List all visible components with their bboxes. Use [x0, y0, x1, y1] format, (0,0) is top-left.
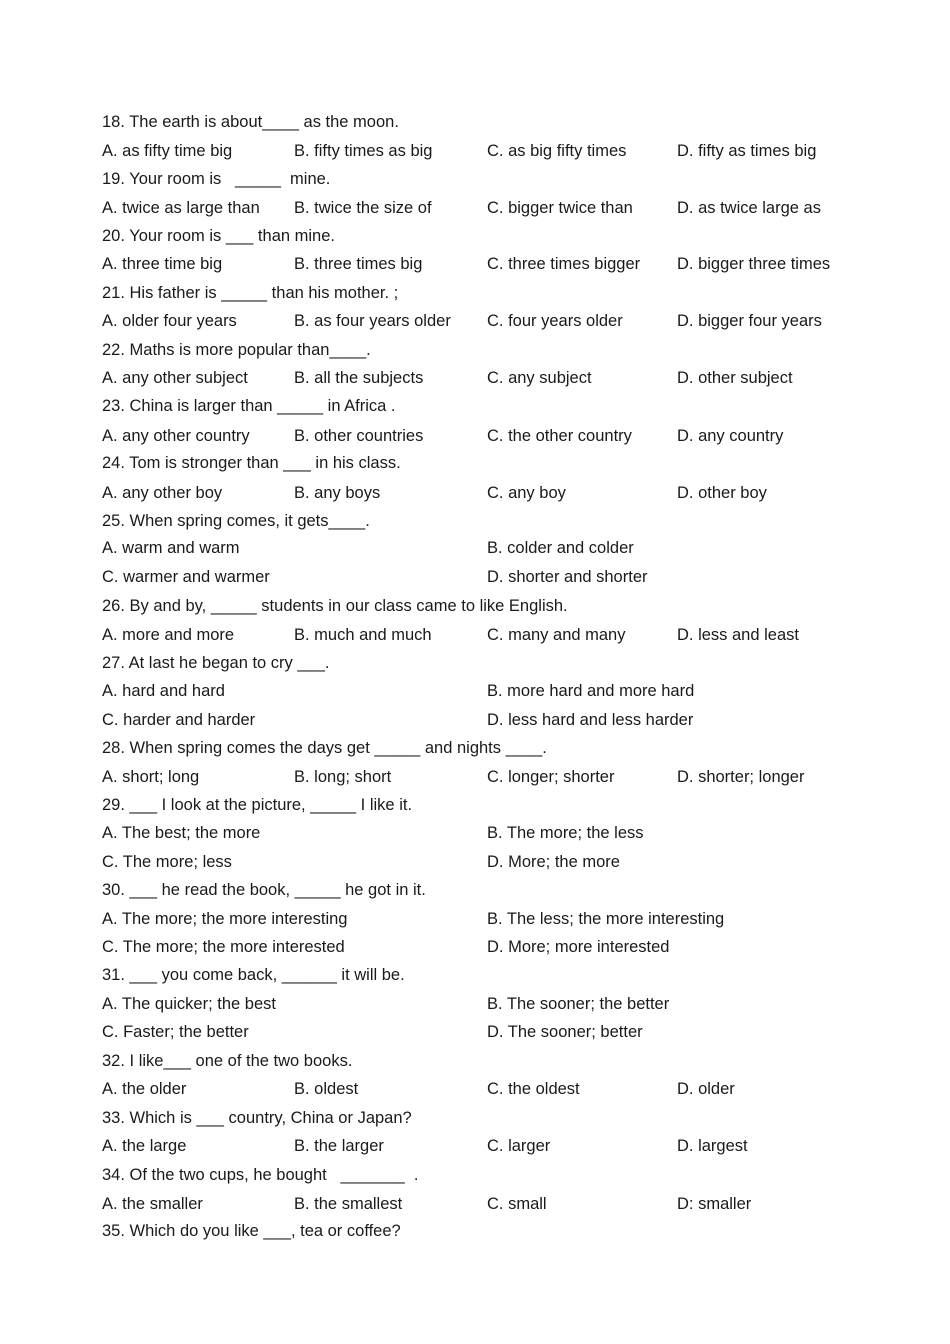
option-a: A. the older [102, 1080, 187, 1098]
option-b: B. The sooner; the better [487, 995, 670, 1013]
question-stem: 29. ___ I look at the picture, _____ I like it. [102, 796, 413, 814]
option-a: A. hard and hard [102, 682, 225, 700]
question-stem: 28. When spring comes the days get _____ and nights ____. [102, 739, 547, 757]
option-a: A. The more; the more interesting [102, 910, 348, 928]
question-stem: 20. Your room is ___ than mine. [102, 227, 335, 245]
option-a: A. warm and warm [102, 539, 240, 557]
question-stem: 19. Your room is _____ mine. [102, 170, 331, 188]
question-stem: 25. When spring comes, it gets____. [102, 512, 370, 530]
option-a: A. The quicker; the best [102, 995, 276, 1013]
option-a: A. any other boy [102, 484, 223, 502]
option-a: A. more and more [102, 626, 235, 644]
option-d: D. as twice large as [677, 199, 821, 217]
question-stem: 27. At last he began to cry ___. [102, 654, 330, 672]
question-stem: 21. His father is _____ than his mother. ; [102, 284, 399, 302]
question-stem: 23. China is larger than _____ in Africa . [102, 397, 396, 415]
question-stem: 18. The earth is about____ as the moon. [102, 113, 399, 131]
option-d: D. shorter; longer [677, 768, 805, 786]
option-c: C. Faster; the better [102, 1023, 249, 1041]
option-b: B. as four years older [294, 312, 451, 330]
option-b: B. long; short [294, 768, 392, 786]
option-a: A. The best; the more [102, 824, 261, 842]
option-c: C. any boy [487, 484, 566, 502]
option-b: B. The more; the less [487, 824, 644, 842]
option-c: C. larger [487, 1137, 551, 1155]
option-b: B. colder and colder [487, 539, 634, 557]
option-c: C. bigger twice than [487, 199, 633, 217]
option-b: B. any boys [294, 484, 381, 502]
option-a: A. the smaller [102, 1195, 203, 1213]
option-d: D. More; the more [487, 853, 620, 871]
option-b: B. more hard and more hard [487, 682, 695, 700]
option-a: A. twice as large than [102, 199, 260, 217]
option-c: C. harder and harder [102, 711, 256, 729]
option-c: C. three times bigger [487, 255, 641, 273]
option-b: B. twice the size of [294, 199, 432, 217]
option-c: C. the oldest [487, 1080, 580, 1098]
option-d: D. largest [677, 1137, 748, 1155]
option-c: C. any subject [487, 369, 592, 387]
option-c: C. many and many [487, 626, 626, 644]
option-d: D. less and least [677, 626, 799, 644]
option-b: B. fifty times as big [294, 142, 433, 160]
option-c: C. small [487, 1195, 547, 1213]
option-d: D. fifty as times big [677, 142, 817, 160]
option-a: A. older four years [102, 312, 237, 330]
option-c: C. The more; the more interested [102, 938, 345, 956]
option-b: B. the larger [294, 1137, 384, 1155]
option-a: A. the large [102, 1137, 187, 1155]
option-a: A. any other subject [102, 369, 248, 387]
option-d: D. less hard and less harder [487, 711, 694, 729]
option-c: C. four years older [487, 312, 623, 330]
option-a: A. as fifty time big [102, 142, 233, 160]
question-stem: 33. Which is ___ country, China or Japan? [102, 1109, 412, 1127]
option-b: B. the smallest [294, 1195, 403, 1213]
option-c: C. as big fifty times [487, 142, 627, 160]
question-stem: 22. Maths is more popular than____. [102, 341, 371, 359]
option-b: B. three times big [294, 255, 423, 273]
option-d: D. other subject [677, 369, 793, 387]
question-stem: 34. Of the two cups, he bought _______ . [102, 1166, 419, 1184]
question-stem: 31. ___ you come back, ______ it will be. [102, 966, 405, 984]
question-stem: 32. I like___ one of the two books. [102, 1052, 353, 1070]
option-d: D. any country [677, 427, 784, 445]
question-stem: 30. ___ he read the book, _____ he got in it. [102, 881, 426, 899]
option-a: A. any other country [102, 427, 250, 445]
option-b: B. all the subjects [294, 369, 424, 387]
question-stem: 26. By and by, _____ students in our class came to like English. [102, 597, 568, 615]
option-d: D. other boy [677, 484, 767, 502]
option-b: B. much and much [294, 626, 432, 644]
option-a: A. short; long [102, 768, 200, 786]
option-c: C. the other country [487, 427, 632, 445]
option-d: D. More; more interested [487, 938, 670, 956]
option-c: C. longer; shorter [487, 768, 615, 786]
option-b: B. other countries [294, 427, 424, 445]
option-d: D. older [677, 1080, 735, 1098]
option-c: C. warmer and warmer [102, 568, 270, 586]
option-c: C. The more; less [102, 853, 232, 871]
option-d: D: smaller [677, 1195, 752, 1213]
option-d: D. bigger three times [677, 255, 831, 273]
option-d: D. bigger four years [677, 312, 822, 330]
option-b: B. oldest [294, 1080, 359, 1098]
question-stem: 24. Tom is stronger than ___ in his class. [102, 454, 401, 472]
question-stem: 35. Which do you like ___, tea or coffee? [102, 1222, 401, 1240]
option-d: D. shorter and shorter [487, 568, 648, 586]
option-b: B. The less; the more interesting [487, 910, 725, 928]
option-d: D. The sooner; better [487, 1023, 643, 1041]
option-a: A. three time big [102, 255, 223, 273]
